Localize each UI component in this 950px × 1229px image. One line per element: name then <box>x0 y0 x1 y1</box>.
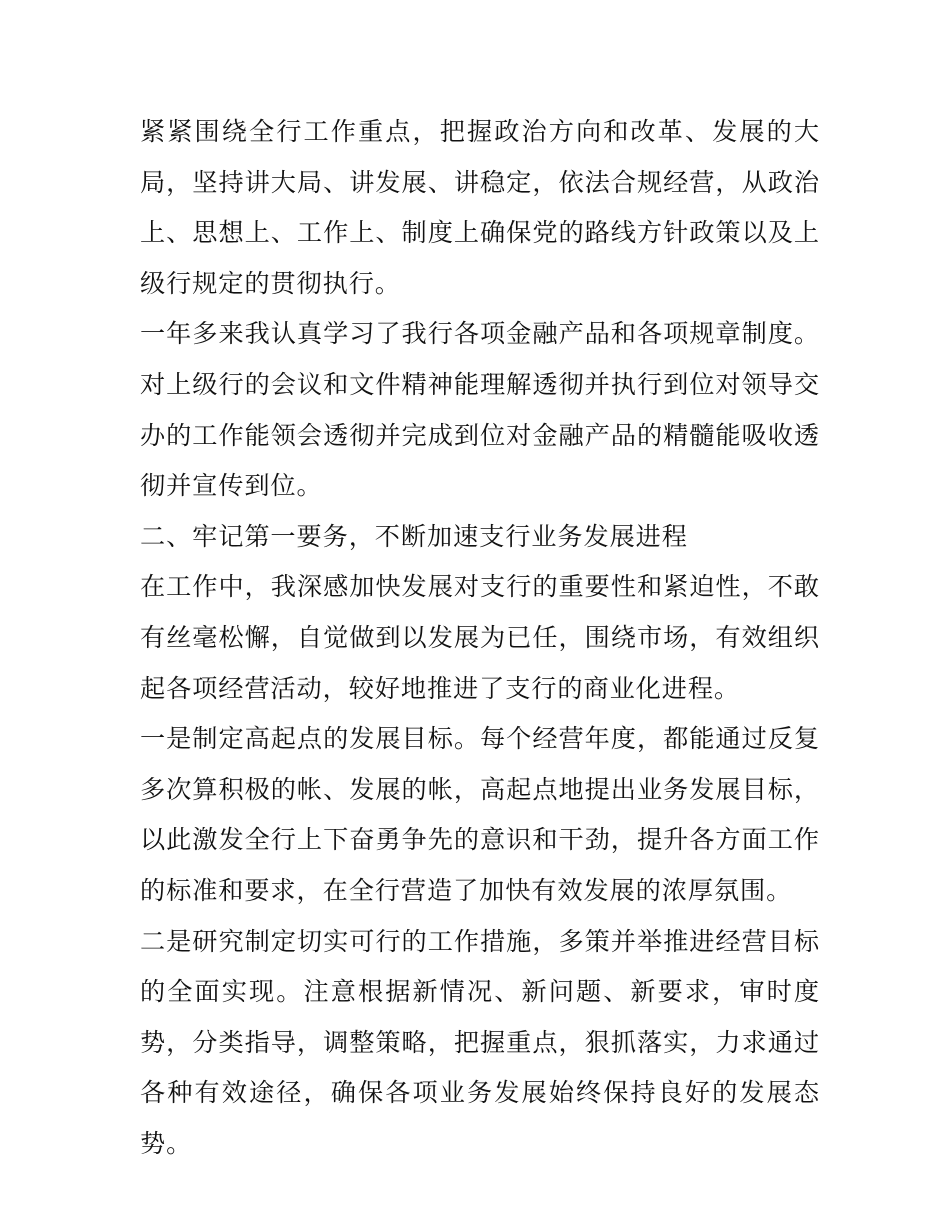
paragraph-3: 在工作中，我深感加快发展对支行的重要性和紧迫性，不敢有丝毫松懈，自觉做到以发展为已任，围绕市场，有效组织起各项经营活动，较好地推进了支行的商业化进程。 <box>140 572 820 703</box>
paragraph-1: 紧紧围绕全行工作重点，把握政治方向和改革、发展的大局，坚持讲大局、讲发展、讲稳定，依法合规经营，从政治上、思想上、工作上、制度上确保党的路线方针政策以及上级行规定的贯彻执行。 <box>140 117 820 298</box>
paragraph-2: 一年多来我认真学习了我行各项金融产品和各项规章制度。对上级行的会议和文件精神能理解透彻并执行到位对领导交办的工作能领会透彻并完成到位对金融产品的精髓能吸收透彻并宣传到位。 <box>140 319 820 501</box>
section-heading: 二、牢记第一要务，不断加速支行业务发展进程 <box>140 521 688 551</box>
paragraph-5: 二是研究制定切实可行的工作措施，多策并举推进经营目标的全面实现。注意根据新情况、新问题、新要求，审时度势，分类指导，调整策略，把握重点，狠抓落实，力求通过各种有效途径，确保各项业务发展始终保持良好的发展态势。 <box>140 926 820 1158</box>
paragraph-4: 一是制定高起点的发展目标。每个经营年度，都能通过反复多次算积极的帐、发展的帐，高起点地提出业务发展目标，以此激发全行上下奋勇争先的意识和干劲，提升各方面工作的标准和要求，在全行营造了加快有效发展的浓厚氛围。 <box>140 724 820 905</box>
document-body <box>140 107 820 1169</box>
